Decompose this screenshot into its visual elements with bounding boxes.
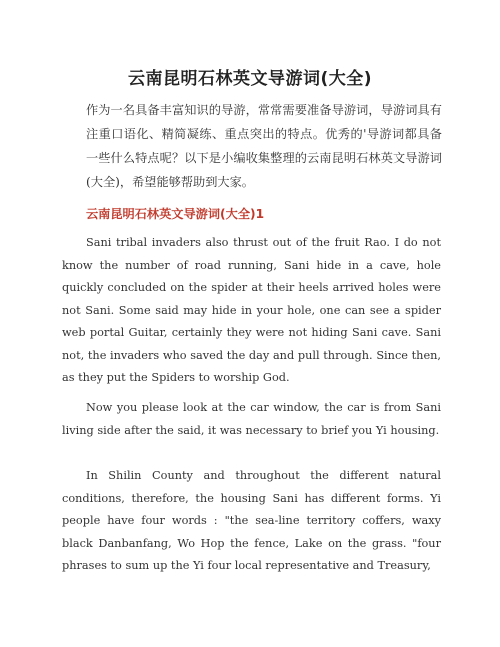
document-title: 云南昆明石林英文导游词(大全) [127, 69, 373, 89]
body-paragraph-2: Now you please look at the car window, the car is from Sani living side after the said, it was necessary to brief you Yi housing. [62, 401, 441, 437]
intro-paragraph: 作为一名具备丰富知识的导游，常常需要准备导游词，导游词具有注重口语化、精简凝练、重点突出的特点。优秀的'导游词都具备一些什么特点呢？以下是小编收集整理的云南昆明石林英文导游词(大全)，希望能够帮助到大家。 [86, 103, 442, 189]
section-heading: 云南昆明石林英文导游词(大全)1 [86, 207, 265, 221]
body-paragraph-3: In Shilin County and throughout the different natural conditions, therefore, the housing Sani has different forms. Yi people have four words : "the sea-line territory coffers, waxy black Danbanfang, Wo Hop the fence, Lake on the grass. "four phrases to sum up the Yi four local representative and Treasury, [62, 469, 441, 572]
body-paragraph-1: Sani tribal invaders also thrust out of the fruit Rao. I do not know the number of road running, Sani hide in a cave, hole quickly concluded on the spider at their heels arrived holes were not Sani. Some said may hide in your hole, one can see a spider web portal Guitar, certainly they were not hiding Sani cave. Sani not, the invaders who saved the day and pull through. Since then, as they put the Spiders to worship God. [62, 236, 441, 384]
